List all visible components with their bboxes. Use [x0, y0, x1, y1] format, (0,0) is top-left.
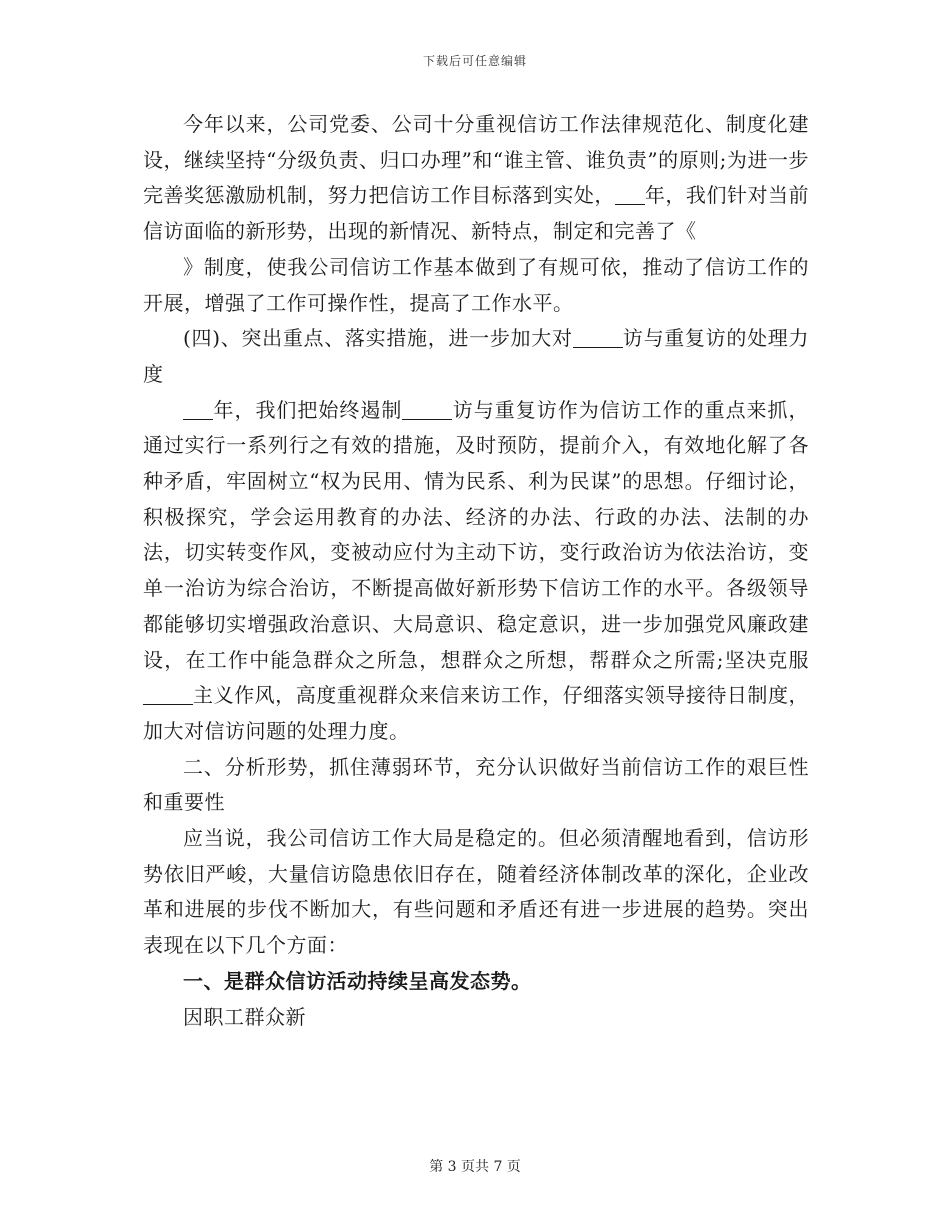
- paragraph-8-text: 因职工群众新: [183, 1004, 306, 1029]
- paragraph-4-text-a: 年，我们把始终遏制: [213, 397, 403, 422]
- blank-underline: [143, 684, 193, 705]
- paragraph-2: [143, 250, 809, 321]
- bold-subheading: [143, 964, 809, 1000]
- section-heading-4-text-a: (四)、突出重点、落实措施，进一步加大对: [183, 326, 573, 351]
- paragraph-4-text-c: 主义作风，高度重视群众来信来访工作，仔细落实领导接待日制度，加大对信访问题的处理力度。: [143, 683, 809, 743]
- blank-underline: [615, 184, 645, 205]
- blank-underline: [183, 399, 213, 420]
- section-heading-4-text-b: 访与重复访的处理力度: [143, 326, 809, 386]
- paragraph-6: [143, 821, 809, 964]
- section-heading-2-text: 二、分析形势，抓住薄弱环节，充分认识做好当前信访工作的艰巨性和重要性: [143, 754, 809, 815]
- paragraph-4: [143, 393, 809, 750]
- paragraph-4-text-b: 访与重复访作为信访工作的重点来抓，通过实行一系列行之有效的措施，及时预防，提前介入，有效地化解了各种矛盾，牢固树立“权为民用、情为民系、利为民谋”的思想。仔细讨论，积极探究，学会运用教育的办法、经济的办法、行政的办法、法制的办法，切实转变作风，变被动应付为主动下访，变行政治访为依法治访，变单一治访为综合治访，不断提高做好新形势下信访工作的水平。各级领导都能够切实增强政治意识、大局意识、稳定意识，进一步加强党风廉政建设，在工作中能急群众之所急，想群众之所想，帮群众之所需;坚决克服: [143, 397, 810, 672]
- section-heading-2: [143, 750, 809, 821]
- blank-underline: [573, 327, 623, 348]
- paragraph-8: [143, 1000, 809, 1036]
- page-footer: 第 3 页共 7 页: [429, 1159, 521, 1175]
- page-header: 下载后可任意编辑: [422, 54, 527, 68]
- section-heading-4: [143, 321, 809, 392]
- paragraph-1-text-b: 年，我们针对当前信访面临的新形势，出现的新情况、新特点，制定和完善了《: [143, 183, 810, 244]
- paragraph-6-text: 应当说，我公司信访工作大局是稳定的。但必须清醒地看到，信访形势依旧严峻，大量信访隐患依旧存在，随着经济体制改革的深化，企业改革和进展的步伐不断加大，有些问题和矛盾还有进一步进展的趋势。突出表现在以下几个方面：: [143, 826, 809, 958]
- document-body: [143, 107, 809, 1035]
- blank-underline: [402, 399, 452, 420]
- paragraph-1: [143, 107, 809, 250]
- paragraph-2-text: 》制度，使我公司信访工作基本做到了有规可依，推动了信访工作的开展，增强了工作可操作性，提高了工作水平。: [143, 254, 809, 315]
- bold-subheading-text: 一、是群众信访活动持续呈高发态势。: [183, 968, 532, 993]
- paragraph-1-text-a: 今年以来，公司党委、公司十分重视信访工作法律规范化、制度化建设，继续坚持“分级负责、归口办理”和“谁主管、谁负责”的原则;为进一步完善奖惩激励机制，努力把信访工作目标落到实处，: [143, 112, 809, 208]
